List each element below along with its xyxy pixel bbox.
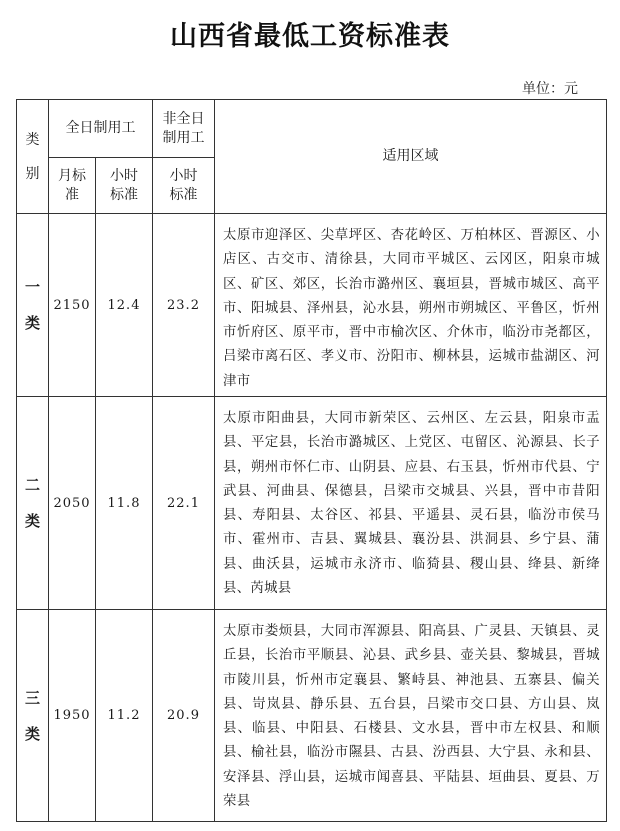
areas-cell: 太原市迎泽区、尖草坪区、杏花岭区、万柏林区、晋源区、小店区、古交市、清徐县，大同市平城区、云冈区，阳泉市城区、矿区、郊区，长治市潞州区、襄垣县，晋城市城区、高平市、阳城县、泽州县，沁水县，朔州市朔城区、平鲁区，忻州市忻府区、原平市，晋中市榆次区、介休市，临汾市尧都区，吕梁市离石区、孝义市、汾阳市、柳林县，运城市盐湖区、河津市: [215, 214, 607, 397]
category-char-2: 类: [24, 512, 40, 530]
monthly-header: 月标准: [49, 158, 96, 214]
page-title: 山西省最低工资标准表: [170, 21, 450, 52]
category-header-char-1: 类: [25, 131, 40, 148]
category-char-2: 类: [24, 724, 40, 743]
table-row: [17, 397, 607, 610]
category-header-char-2: 别: [25, 165, 40, 182]
hourly-cell: 12.4: [96, 214, 153, 397]
monthly-cell: 2150: [49, 214, 96, 397]
fulltime-header: 全日制用工: [49, 100, 153, 158]
minimum-wage-table: [16, 99, 607, 822]
category-char-1: 一: [24, 278, 40, 296]
hourly-header: 小时标准: [96, 158, 153, 214]
monthly-cell: 2050: [49, 397, 96, 610]
hourly-cell: 11.2: [96, 610, 153, 822]
parttime-hourly-cell: 23.2: [153, 214, 215, 397]
hourly-cell: 11.8: [96, 397, 153, 610]
category-cell: [17, 397, 49, 610]
table-row: [17, 214, 607, 397]
header-row-1: [17, 100, 607, 158]
category-char-1: 二: [24, 476, 40, 494]
category-cell: [17, 610, 49, 822]
category-cell: [17, 214, 49, 397]
parttime-header: 非全日制用工: [153, 100, 215, 158]
region-header: 适用区域: [215, 100, 607, 214]
table-row: [17, 610, 607, 822]
areas-cell: 太原市阳曲县，大同市新荣区、云州区、左云县，阳泉市盂县、平定县，长治市潞城区、上党区、屯留区、沁源县、长子县，朔州市怀仁市、山阴县、应县、右玉县，忻州市代县、宁武县、河曲县、保德县，吕梁市交城县、兴县，晋中市昔阳县、寿阳县、太谷区、祁县、平遥县、灵石县，临汾市侯马市、霍州市、吉县、翼城县、襄汾县、洪洞县、乡宁县、蒲县、曲沃县，运城市永济市、临猗县、稷山县、绛县、新绛县、芮城县: [215, 397, 607, 610]
parttime-hourly-cell: 20.9: [153, 610, 215, 822]
parttime-hourly-header: 小时标准: [153, 158, 215, 214]
unit-label: 单位：元: [522, 81, 578, 97]
category-char-2: 类: [24, 314, 40, 332]
category-char-1: 三: [24, 688, 40, 707]
monthly-cell: 1950: [49, 610, 96, 822]
category-header: [17, 100, 49, 214]
parttime-hourly-cell: 22.1: [153, 397, 215, 610]
areas-cell: 太原市娄烦县，大同市浑源县、阳高县、广灵县、天镇县、灵丘县，长治市平顺县、沁县、武乡县、壶关县、黎城县，晋城市陵川县，忻州市定襄县、繁峙县、神池县、五寨县、偏关县、岢岚县、静乐县、五台县，吕梁市交口县、方山县、岚县、临县、中阳县、石楼县、文水县，晋中市左权县、和顺县、榆社县，临汾市隰县、古县、汾西县、大宁县、永和县、安泽县、浮山县，运城市闻喜县、平陆县、垣曲县、夏县、万荣县: [215, 610, 607, 822]
